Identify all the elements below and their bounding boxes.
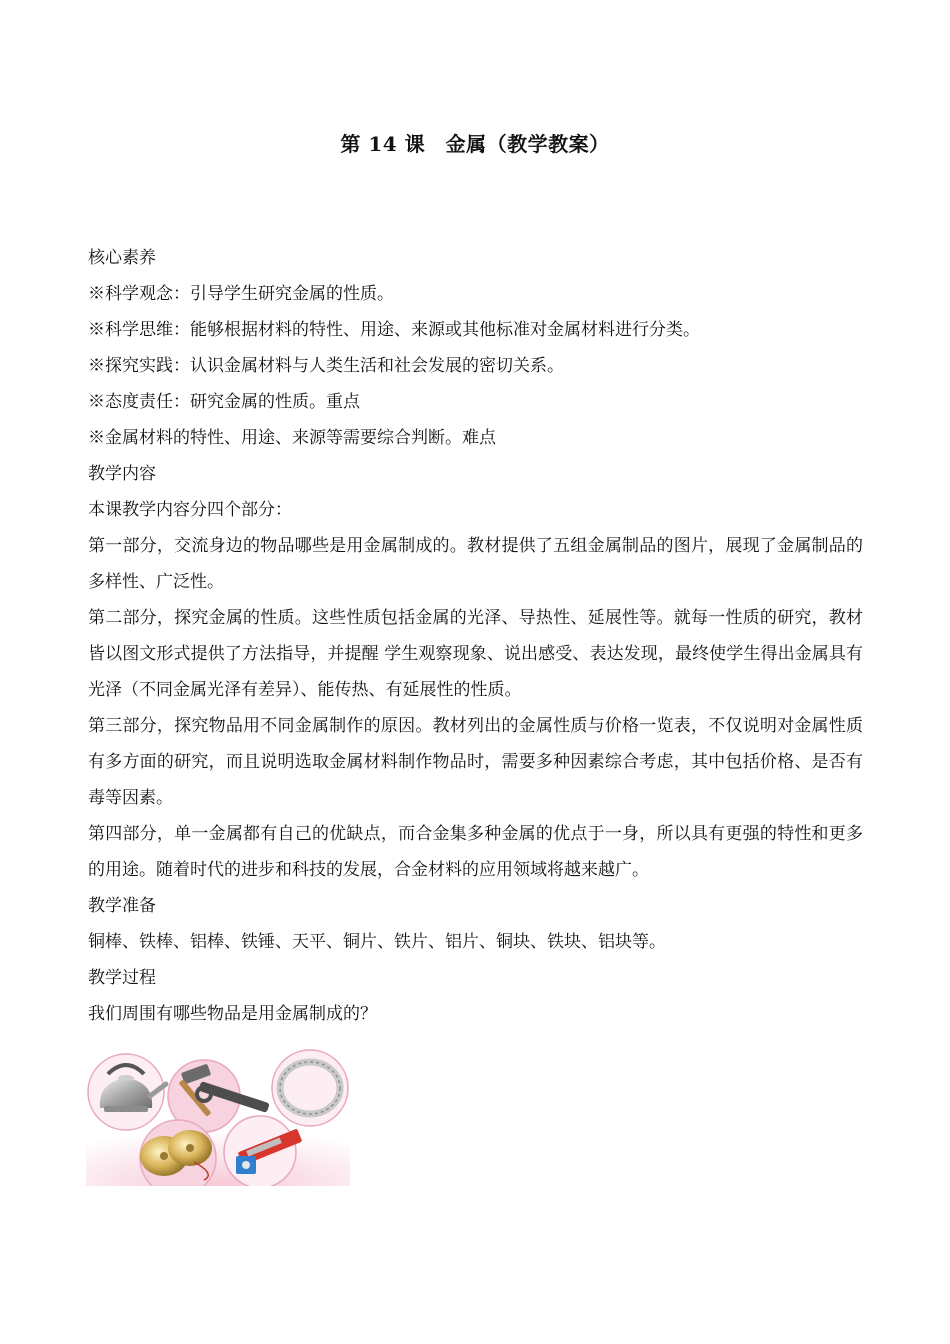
document-body xyxy=(88,240,863,1032)
content-paragraph: 第二部分，探究金属的性质。这些性质包括金属的光泽、导热性、延展性等。就每一性质的研究，教材皆以图文形式提供了方法指导，并提醒 学生观察现象、说出感受、表达发现，最终使学生得出金属具有光泽（不同金属光泽有差异）、能传热、有延展性的性质。 xyxy=(88,608,863,700)
prep-text: 铜棒、铁棒、铝棒、铁锤、天平、铜片、铁片、铝片、铜块、铁块、铝块等。 xyxy=(88,932,666,952)
core-item: ※态度责任：研究金属的性质。重点 xyxy=(88,392,360,412)
content-paragraph: 第一部分，交流身边的物品哪些是用金属制成的。教材提供了五组金属制品的图片，展现了金属制品的多样性、广泛性。 xyxy=(88,536,863,592)
process-question: 我们周围有哪些物品是用金属制成的？ xyxy=(88,1004,377,1024)
core-item: ※科学观念：引导学生研究金属的性质。 xyxy=(88,284,394,304)
metal-objects-figure xyxy=(86,1046,350,1186)
process-heading: 教学过程 xyxy=(88,968,156,988)
core-heading: 核心素养 xyxy=(88,248,156,268)
core-item: ※金属材料的特性、用途、来源等需要综合判断。难点 xyxy=(88,428,496,448)
content-heading: 教学内容 xyxy=(88,464,156,484)
core-item: ※科学思维：能够根据材料的特性、用途、来源或其他标准对金属材料进行分类。 xyxy=(88,320,700,340)
content-intro: 本课教学内容分四个部分： xyxy=(88,500,292,520)
metal-objects-illustration xyxy=(86,1046,350,1186)
bracelet-icon xyxy=(272,1050,348,1126)
core-item: ※探究实践：认识金属材料与人类生活和社会发展的密切关系。 xyxy=(88,356,564,376)
prep-heading: 教学准备 xyxy=(88,896,156,916)
cymbals-icon xyxy=(140,1120,216,1186)
content-paragraph: 第四部分，单一金属都有自己的优缺点，而合金集多种金属的优点于一身，所以具有更强的特性和更多的用途。随着时代的进步和科技的发展，合金材料的应用领域将越来越广。 xyxy=(88,824,863,880)
content-paragraph: 第三部分，探究物品用不同金属制作的原因。教材列出的金属性质与价格一览表，不仅说明对金属性质有多方面的研究，而且说明选取金属材料制作物品时，需要多种因素综合考虑，其中包括价格、是否有毒等因素。 xyxy=(88,716,863,808)
page-title: 第 14 课 金属（教学教案） xyxy=(340,132,610,156)
